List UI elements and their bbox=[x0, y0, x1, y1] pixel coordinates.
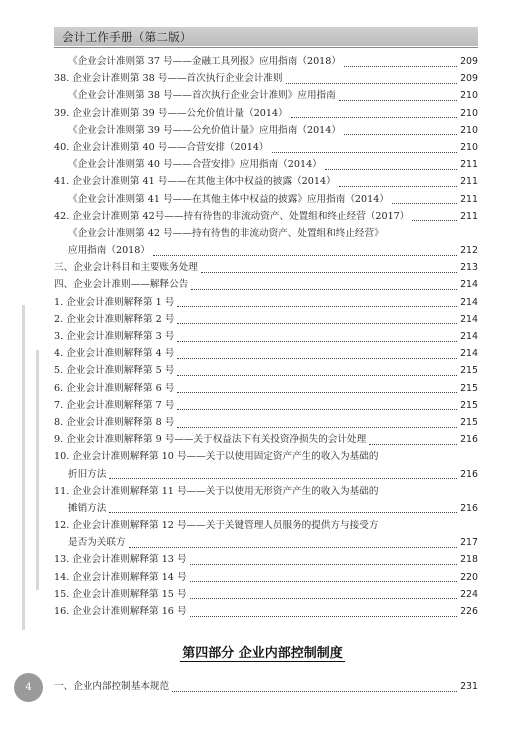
toc-entry-text: 10. 企业会计准则解释第 10 号——关于以使用固定资产产生的收入为基础的 bbox=[54, 451, 379, 463]
toc-entry bbox=[54, 678, 478, 695]
toc-entry bbox=[54, 551, 478, 568]
toc-entry-text: 《企业会计准则第 42 号——持有待售的非流动资产、处置组和终止经营》 bbox=[68, 227, 384, 239]
toc-entry bbox=[54, 242, 478, 259]
toc-entry-text: 12. 企业会计准则解释第 12 号——关于关键管理人员服务的提供方与接受方 bbox=[54, 520, 379, 532]
toc-entry-text: 42. 企业会计准则第 42号——持有待售的非流动资产、处置组和终止经营（2017） bbox=[54, 210, 410, 222]
toc-entry-text: 8. 企业会计准则解释第 8 号 bbox=[54, 416, 175, 428]
toc-entry-page: 215 bbox=[460, 382, 478, 394]
leader-dots bbox=[109, 477, 457, 479]
margin-bar-inner bbox=[36, 350, 39, 590]
leader-dots bbox=[177, 357, 457, 359]
toc-entry-page: 211 bbox=[460, 210, 478, 222]
toc-entry bbox=[54, 345, 478, 362]
toc-entry-page: 224 bbox=[460, 588, 478, 600]
toc-entry-text: 三、企业会计科目和主要账务处理 bbox=[54, 262, 198, 274]
toc-entry bbox=[54, 500, 478, 517]
leader-dots bbox=[177, 305, 457, 307]
toc-entry-page: 226 bbox=[460, 606, 478, 617]
toc-entry-page: 216 bbox=[460, 434, 478, 446]
toc-entry-text: 《企业会计准则第 41 号——在其他主体中权益的披露》应用指南（2014） bbox=[68, 193, 389, 205]
leader-dots bbox=[291, 116, 457, 118]
toc-entry-page: 220 bbox=[460, 571, 478, 583]
toc-entry-text: 4. 企业会计准则解释第 4 号 bbox=[54, 348, 175, 360]
toc-entry bbox=[54, 294, 478, 311]
leader-dots bbox=[172, 690, 457, 692]
toc-entry bbox=[54, 276, 478, 293]
toc-entry-page: 215 bbox=[460, 416, 478, 428]
toc-entry-text: 3. 企业会计准则解释第 3 号 bbox=[54, 331, 175, 342]
toc-entry-text: 《企业会计准则第 40 号——合营安排》应用指南（2014） bbox=[68, 159, 322, 171]
toc-entry-page: 210 bbox=[460, 90, 478, 102]
toc-entry-page: 214 bbox=[460, 348, 478, 360]
toc-entry-text: 6. 企业会计准则解释第 6 号 bbox=[54, 382, 175, 394]
toc-entry bbox=[54, 208, 478, 225]
leader-dots bbox=[201, 271, 457, 273]
page-number-badge bbox=[14, 673, 43, 702]
leader-dots bbox=[190, 597, 458, 599]
toc-entry bbox=[54, 483, 478, 500]
page-number: 4 bbox=[25, 682, 32, 693]
toc-entry bbox=[54, 569, 478, 586]
toc-entry bbox=[54, 534, 478, 551]
toc-entry bbox=[54, 380, 478, 397]
leader-dots bbox=[177, 408, 457, 410]
toc-entry-text: 13. 企业会计准则解释第 13 号 bbox=[54, 554, 187, 566]
toc-entry bbox=[54, 259, 478, 276]
toc-entry-text: 摊销方法 bbox=[68, 502, 107, 514]
leader-dots bbox=[392, 202, 457, 204]
part-heading bbox=[0, 642, 525, 661]
leader-dots bbox=[177, 426, 457, 428]
toc-entry-text: 41. 企业会计准则第 41 号——在其他主体中权益的披露（2014） bbox=[54, 176, 336, 188]
leader-dots bbox=[369, 443, 457, 445]
header-rule bbox=[54, 47, 478, 48]
margin-bar bbox=[22, 305, 25, 630]
toc-entry-text: 四、企业会计准则——解释公告 bbox=[54, 279, 189, 291]
leader-dots bbox=[190, 580, 458, 582]
toc-entry-bottom bbox=[54, 678, 478, 695]
toc-entry-page: 210 bbox=[460, 107, 478, 119]
leader-dots bbox=[177, 391, 457, 393]
toc-entry-text: 是否为关联方 bbox=[68, 537, 126, 549]
toc-entry bbox=[54, 362, 478, 379]
running-header bbox=[54, 27, 478, 46]
leader-dots bbox=[177, 340, 457, 342]
toc-entry bbox=[54, 122, 478, 139]
leader-dots bbox=[339, 185, 457, 187]
toc-entry bbox=[54, 517, 478, 534]
toc-entry-text: 《企业会计准则第 39 号——公允价值计量》应用指南（2014） bbox=[68, 124, 341, 136]
toc-entry bbox=[54, 397, 478, 414]
toc-entry-text: 15. 企业会计准则解释第 15 号 bbox=[54, 588, 187, 600]
toc-entry-text: 16. 企业会计准则解释第 16 号 bbox=[54, 606, 187, 617]
toc-entry-text: 14. 企业会计准则解释第 14 号 bbox=[54, 571, 187, 583]
toc-entry-page: 209 bbox=[460, 56, 478, 67]
part-heading-text: 第四部分 企业内部控制制度 bbox=[182, 646, 343, 661]
toc-entry-text: 《企业会计准则第 37 号——金融工具列报》应用指南（2018） bbox=[68, 56, 341, 67]
toc-entry-page: 214 bbox=[460, 279, 478, 291]
leader-dots bbox=[344, 65, 457, 67]
toc-entry-text: 5. 企业会计准则解释第 5 号 bbox=[54, 365, 175, 377]
leader-dots bbox=[177, 374, 457, 376]
leader-dots bbox=[412, 219, 457, 221]
toc-entry-page: 212 bbox=[460, 245, 478, 257]
leader-dots bbox=[325, 168, 457, 170]
toc-entry-page: 214 bbox=[460, 331, 478, 342]
leader-dots bbox=[190, 563, 458, 565]
toc-entry-page: 231 bbox=[460, 681, 478, 692]
toc-entry-text: 折旧方法 bbox=[68, 468, 107, 480]
leader-dots bbox=[109, 511, 457, 513]
toc-entry bbox=[54, 156, 478, 173]
toc-entry-text: 《企业会计准则第 38 号——首次执行企业会计准则》应用指南 bbox=[68, 90, 336, 102]
leader-dots bbox=[272, 151, 458, 153]
toc-entry-page: 210 bbox=[460, 124, 478, 136]
toc-entry bbox=[54, 139, 478, 156]
leader-dots bbox=[177, 322, 457, 324]
leader-dots bbox=[286, 82, 458, 84]
toc-entry bbox=[54, 70, 478, 87]
toc-entry-text: 2. 企业会计准则解释第 2 号 bbox=[54, 313, 175, 325]
toc-entry-text: 7. 企业会计准则解释第 7 号 bbox=[54, 399, 175, 411]
leader-dots bbox=[190, 615, 458, 617]
toc-entry-page: 209 bbox=[460, 73, 478, 85]
leader-dots bbox=[129, 546, 458, 548]
toc-entry bbox=[54, 328, 478, 345]
toc-entry-page: 211 bbox=[460, 193, 478, 205]
leader-dots bbox=[339, 99, 457, 101]
toc-entry-page: 211 bbox=[460, 159, 478, 171]
toc-entry bbox=[54, 105, 478, 122]
toc-entry bbox=[54, 466, 478, 483]
toc-entry-page: 217 bbox=[460, 537, 478, 549]
table-of-contents bbox=[54, 53, 478, 620]
toc-entry bbox=[54, 53, 478, 70]
toc-entry-page: 216 bbox=[460, 468, 478, 480]
toc-entry-page: 210 bbox=[460, 141, 478, 153]
toc-entry bbox=[54, 87, 478, 104]
toc-entry-page: 213 bbox=[460, 262, 478, 274]
toc-entry-page: 215 bbox=[460, 365, 478, 377]
toc-entry-text: 9. 企业会计准则解释第 9 号——关于权益法下有关投资净损失的会计处理 bbox=[54, 434, 367, 446]
toc-entry-page: 216 bbox=[460, 502, 478, 514]
toc-entry bbox=[54, 173, 478, 190]
toc-entry-page: 218 bbox=[460, 554, 478, 566]
toc-entry-page: 215 bbox=[460, 399, 478, 411]
toc-entry bbox=[54, 225, 478, 242]
toc-entry-page: 214 bbox=[460, 313, 478, 325]
toc-entry-text: 应用指南（2018） bbox=[68, 245, 150, 257]
leader-dots bbox=[191, 288, 457, 290]
toc-entry-text: 1. 企业会计准则解释第 1 号 bbox=[54, 296, 175, 308]
header-title: 会计工作手册（第二版） bbox=[62, 30, 192, 44]
toc-entry bbox=[54, 448, 478, 465]
toc-entry bbox=[54, 431, 478, 448]
toc-entry-text: 39. 企业会计准则第 39 号——公允价值计量（2014） bbox=[54, 107, 288, 119]
toc-entry-text: 40. 企业会计准则第 40 号——合营安排（2014） bbox=[54, 141, 269, 153]
toc-entry-page: 211 bbox=[460, 176, 478, 188]
toc-entry-page: 214 bbox=[460, 296, 478, 308]
toc-entry bbox=[54, 191, 478, 208]
leader-dots bbox=[153, 254, 457, 256]
toc-entry bbox=[54, 311, 478, 328]
leader-dots bbox=[344, 133, 457, 135]
toc-entry bbox=[54, 603, 478, 620]
toc-entry-text: 38. 企业会计准则第 38 号——首次执行企业会计准则 bbox=[54, 73, 283, 85]
toc-entry-text: 一、企业内部控制基本规范 bbox=[54, 681, 170, 692]
toc-entry bbox=[54, 586, 478, 603]
toc-entry bbox=[54, 414, 478, 431]
toc-entry-text: 11. 企业会计准则解释第 11 号——关于以使用无形资产产生的收入为基础的 bbox=[54, 485, 379, 497]
